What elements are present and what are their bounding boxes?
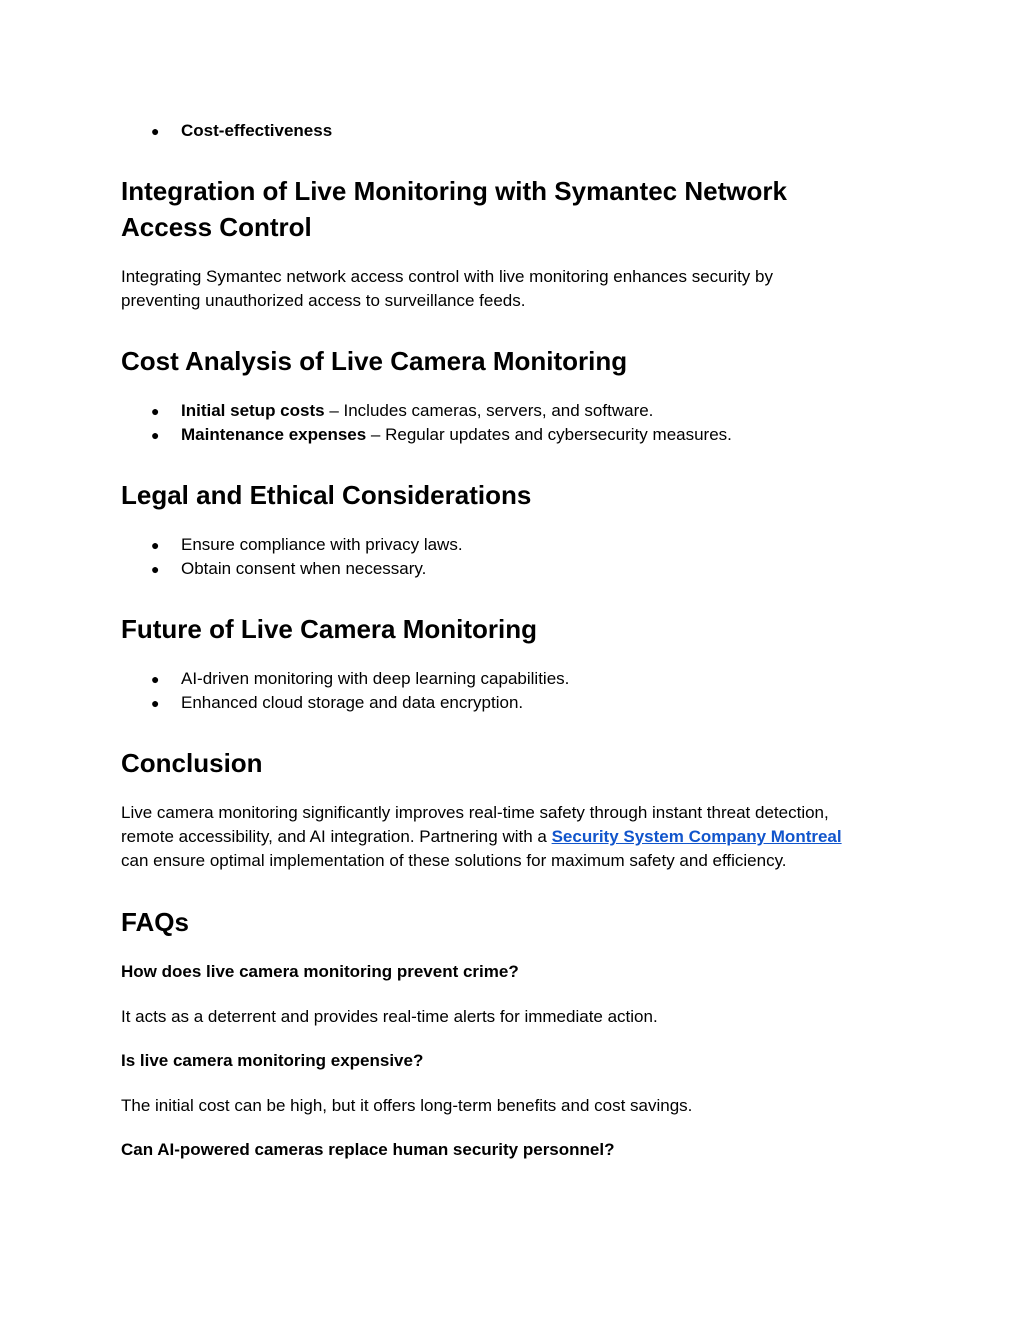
faq-question: Is live camera monitoring expensive?: [121, 1051, 424, 1070]
paragraph-text: remote accessibility, and AI integration. Partnering with a: [121, 827, 552, 846]
list-item-text: Enhanced cloud storage and data encryption.: [181, 693, 524, 712]
bullet-icon: ●: [151, 403, 160, 419]
section-heading-cost: Cost Analysis of Live Camera Monitoring: [121, 346, 628, 376]
paragraph-line: Live camera monitoring significantly improves real-time safety through instant threat detection,: [121, 803, 829, 822]
bullet-icon: ●: [151, 537, 160, 553]
section-heading-legal: Legal and Ethical Considerations: [121, 480, 532, 510]
bullet-icon: ●: [151, 123, 160, 139]
section-heading-integration: Integration of Live Monitoring with Symantec Network: [121, 176, 787, 206]
bullet-icon: ●: [151, 561, 160, 577]
faq-question: How does live camera monitoring prevent crime?: [121, 962, 519, 981]
list-item-text: – Regular updates and cybersecurity measures.: [366, 425, 732, 444]
paragraph-line: Integrating Symantec network access control with live monitoring enhances security by: [121, 267, 773, 286]
section-heading-integration-cont: Access Control: [121, 212, 312, 242]
bullet-icon: ●: [151, 427, 160, 443]
paragraph-line: can ensure optimal implementation of these solutions for maximum safety and efficiency.: [121, 851, 787, 870]
section-heading-future: Future of Live Camera Monitoring: [121, 614, 538, 644]
list-item-bold: Initial setup costs: [181, 401, 325, 420]
security-company-link[interactable]: Security System Company Montreal: [551, 827, 842, 846]
list-item-bold: Maintenance expenses: [181, 425, 367, 444]
bullet-icon: ●: [151, 671, 160, 687]
section-heading-conclusion: Conclusion: [121, 748, 263, 778]
list-item-text: Obtain consent when necessary.: [181, 559, 427, 578]
bullet-icon: ●: [151, 695, 160, 711]
paragraph-integration: [121, 265, 921, 313]
paragraph-line: [121, 825, 921, 849]
section-heading-faqs: FAQs: [121, 907, 189, 937]
faq-answer: The initial cost can be high, but it offers long-term benefits and cost savings.: [121, 1096, 693, 1115]
list-item-text: – Includes cameras, servers, and software.: [324, 401, 654, 420]
paragraph-line: preventing unauthorized access to surveillance feeds.: [121, 291, 526, 310]
faq-question: Can AI-powered cameras replace human security personnel?: [121, 1140, 615, 1159]
faq-answer: It acts as a deterrent and provides real-time alerts for immediate action.: [121, 1007, 658, 1026]
list-item-text: Ensure compliance with privacy laws.: [181, 535, 463, 554]
list-item-text: AI-driven monitoring with deep learning capabilities.: [181, 669, 570, 688]
paragraph-conclusion: [121, 801, 921, 873]
list-item-bold: Cost-effectiveness: [181, 121, 333, 140]
